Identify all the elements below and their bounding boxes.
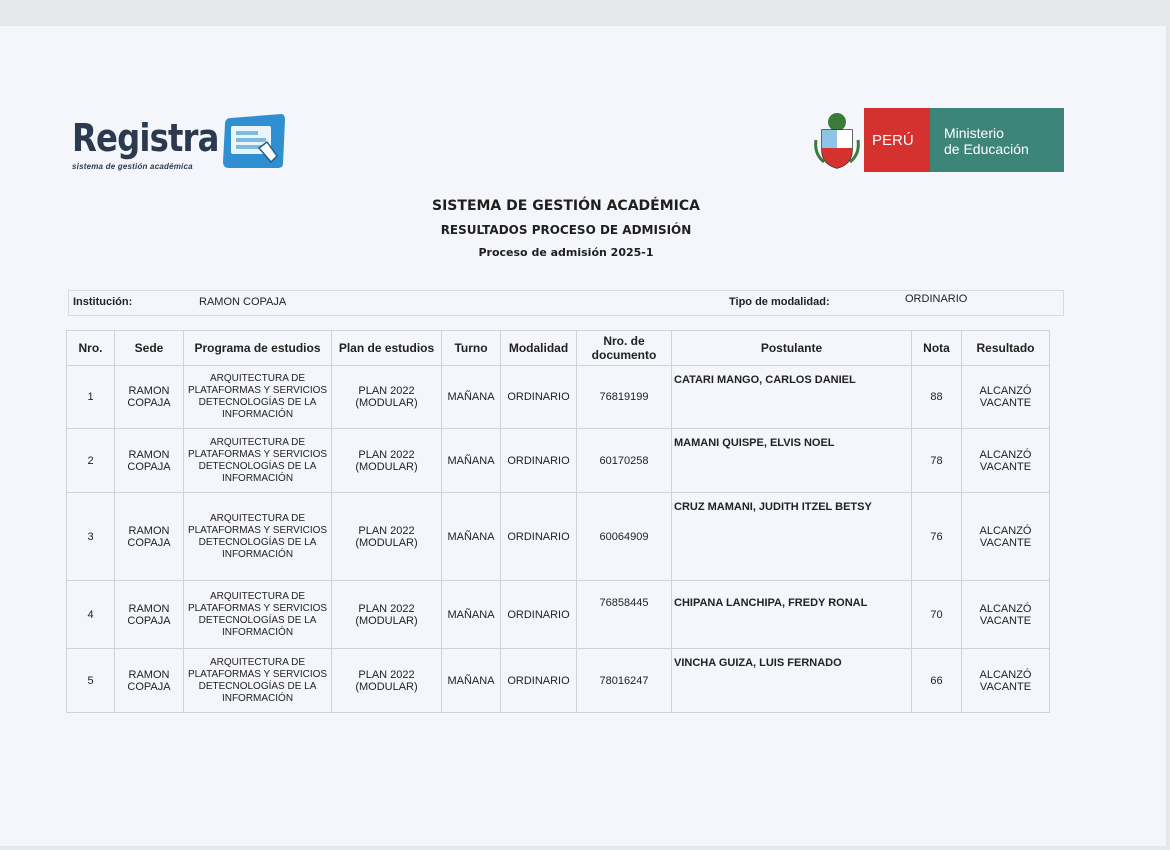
- cell-nota: 70: [912, 581, 962, 649]
- cell-modalidad: ORDINARIO: [501, 366, 577, 429]
- peru-label: PERÚ: [864, 108, 930, 172]
- modality-label: Tipo de modalidad:: [729, 296, 830, 308]
- cell-turno: MAÑANA: [442, 493, 501, 581]
- col-header-resultado: Resultado: [962, 331, 1050, 366]
- cell-postulante: CRUZ MAMANI, JUDITH ITZEL BETSY: [672, 493, 912, 581]
- process-name: Proceso de admisión 2025-1: [478, 246, 654, 259]
- cell-programa: ARQUITECTURA DE PLATAFORMAS Y SERVICIOS DETECNOLOGÍAS DE LA INFORMACIÓN: [184, 429, 332, 493]
- cell-nro: 3: [67, 493, 115, 581]
- col-header-postulante: Postulante: [672, 331, 912, 366]
- cell-documento: 76819199: [577, 366, 672, 429]
- col-header-plan: Plan de estudios: [332, 331, 442, 366]
- cell-plan: PLAN 2022 (MODULAR): [332, 429, 442, 493]
- cell-sede: RAMON COPAJA: [115, 366, 184, 429]
- cell-programa: ARQUITECTURA DE PLATAFORMAS Y SERVICIOS DETECNOLOGÍAS DE LA INFORMACIÓN: [184, 366, 332, 429]
- cell-sede: RAMON COPAJA: [115, 649, 184, 713]
- document-subtitle: RESULTADOS PROCESO DE ADMISIÓN: [440, 223, 692, 237]
- cell-modalidad: ORDINARIO: [501, 493, 577, 581]
- cell-modalidad: ORDINARIO: [501, 581, 577, 649]
- table-header-row: [67, 331, 1050, 366]
- col-header-turno: Turno: [442, 331, 501, 366]
- col-header-modalidad: Modalidad: [501, 331, 577, 366]
- table-row: [67, 581, 1050, 649]
- institution-value: RAMON COPAJA: [199, 296, 287, 308]
- cell-postulante: VINCHA GUIZA, LUIS FERNADO: [672, 649, 912, 713]
- cell-plan: PLAN 2022 (MODULAR): [332, 649, 442, 713]
- col-header-documento: Nro. de documento: [577, 331, 672, 366]
- cell-turno: MAÑANA: [442, 581, 501, 649]
- modality-value: ORDINARIO: [905, 293, 968, 305]
- cell-resultado: ALCANZÓ VACANTE: [962, 581, 1050, 649]
- col-header-sede: Sede: [115, 331, 184, 366]
- cell-resultado: ALCANZÓ VACANTE: [962, 366, 1050, 429]
- table-row: [67, 366, 1050, 429]
- cell-nota: 78: [912, 429, 962, 493]
- cell-postulante: CHIPANA LANCHIPA, FREDY RONAL: [672, 581, 912, 649]
- cell-plan: PLAN 2022 (MODULAR): [332, 581, 442, 649]
- cell-documento: 76858445: [577, 581, 672, 649]
- document-title: SISTEMA DE GESTIÓN ACADÉMICA: [432, 198, 700, 214]
- cell-sede: RAMON COPAJA: [115, 581, 184, 649]
- cell-sede: RAMON COPAJA: [115, 429, 184, 493]
- cell-plan: PLAN 2022 (MODULAR): [332, 493, 442, 581]
- ministry-name-line2: de Educación: [944, 141, 1029, 157]
- cell-plan: PLAN 2022 (MODULAR): [332, 366, 442, 429]
- cell-resultado: ALCANZÓ VACANTE: [962, 649, 1050, 713]
- cell-modalidad: ORDINARIO: [501, 649, 577, 713]
- peru-coat-of-arms-icon: [814, 110, 860, 170]
- table-row: [67, 493, 1050, 581]
- cell-nro: 2: [67, 429, 115, 493]
- table-row: [67, 429, 1050, 493]
- institution-label: Institución:: [73, 296, 133, 308]
- registra-tagline: sistema de gestión académica: [72, 162, 193, 171]
- cell-nota: 88: [912, 366, 962, 429]
- cell-resultado: ALCANZÓ VACANTE: [962, 429, 1050, 493]
- ministry-name-line1: Ministerio: [944, 125, 1004, 141]
- cell-resultado: ALCANZÓ VACANTE: [962, 493, 1050, 581]
- cell-turno: MAÑANA: [442, 649, 501, 713]
- cell-turno: MAÑANA: [442, 366, 501, 429]
- cell-documento: 60170258: [577, 429, 672, 493]
- col-header-programa: Programa de estudios: [184, 331, 332, 366]
- cell-nro: 1: [67, 366, 115, 429]
- col-header-nro: Nro.: [67, 331, 115, 366]
- cell-turno: MAÑANA: [442, 429, 501, 493]
- cell-postulante: MAMANI QUISPE, ELVIS NOEL: [672, 429, 912, 493]
- cell-modalidad: ORDINARIO: [501, 429, 577, 493]
- table-row: [67, 649, 1050, 713]
- registra-logo-text: Registra: [72, 116, 219, 160]
- cell-nro: 4: [67, 581, 115, 649]
- cell-nota: 76: [912, 493, 962, 581]
- cell-sede: RAMON COPAJA: [115, 493, 184, 581]
- ministry-logo: [814, 108, 1064, 174]
- cell-documento: 78016247: [577, 649, 672, 713]
- cell-programa: ARQUITECTURA DE PLATAFORMAS Y SERVICIOS DETECNOLOGÍAS DE LA INFORMACIÓN: [184, 493, 332, 581]
- registra-logo: [72, 110, 292, 172]
- cell-programa: ARQUITECTURA DE PLATAFORMAS Y SERVICIOS DETECNOLOGÍAS DE LA INFORMACIÓN: [184, 649, 332, 713]
- cell-nro: 5: [67, 649, 115, 713]
- col-header-nota: Nota: [912, 331, 962, 366]
- cell-postulante: CATARI MANGO, CARLOS DANIEL: [672, 366, 912, 429]
- info-bar: [68, 290, 1064, 316]
- results-table: [66, 330, 1050, 713]
- ministry-name: [930, 108, 1064, 172]
- cell-nota: 66: [912, 649, 962, 713]
- registra-screen-icon: [219, 112, 287, 170]
- cell-programa: ARQUITECTURA DE PLATAFORMAS Y SERVICIOS DETECNOLOGÍAS DE LA INFORMACIÓN: [184, 581, 332, 649]
- cell-documento: 60064909: [577, 493, 672, 581]
